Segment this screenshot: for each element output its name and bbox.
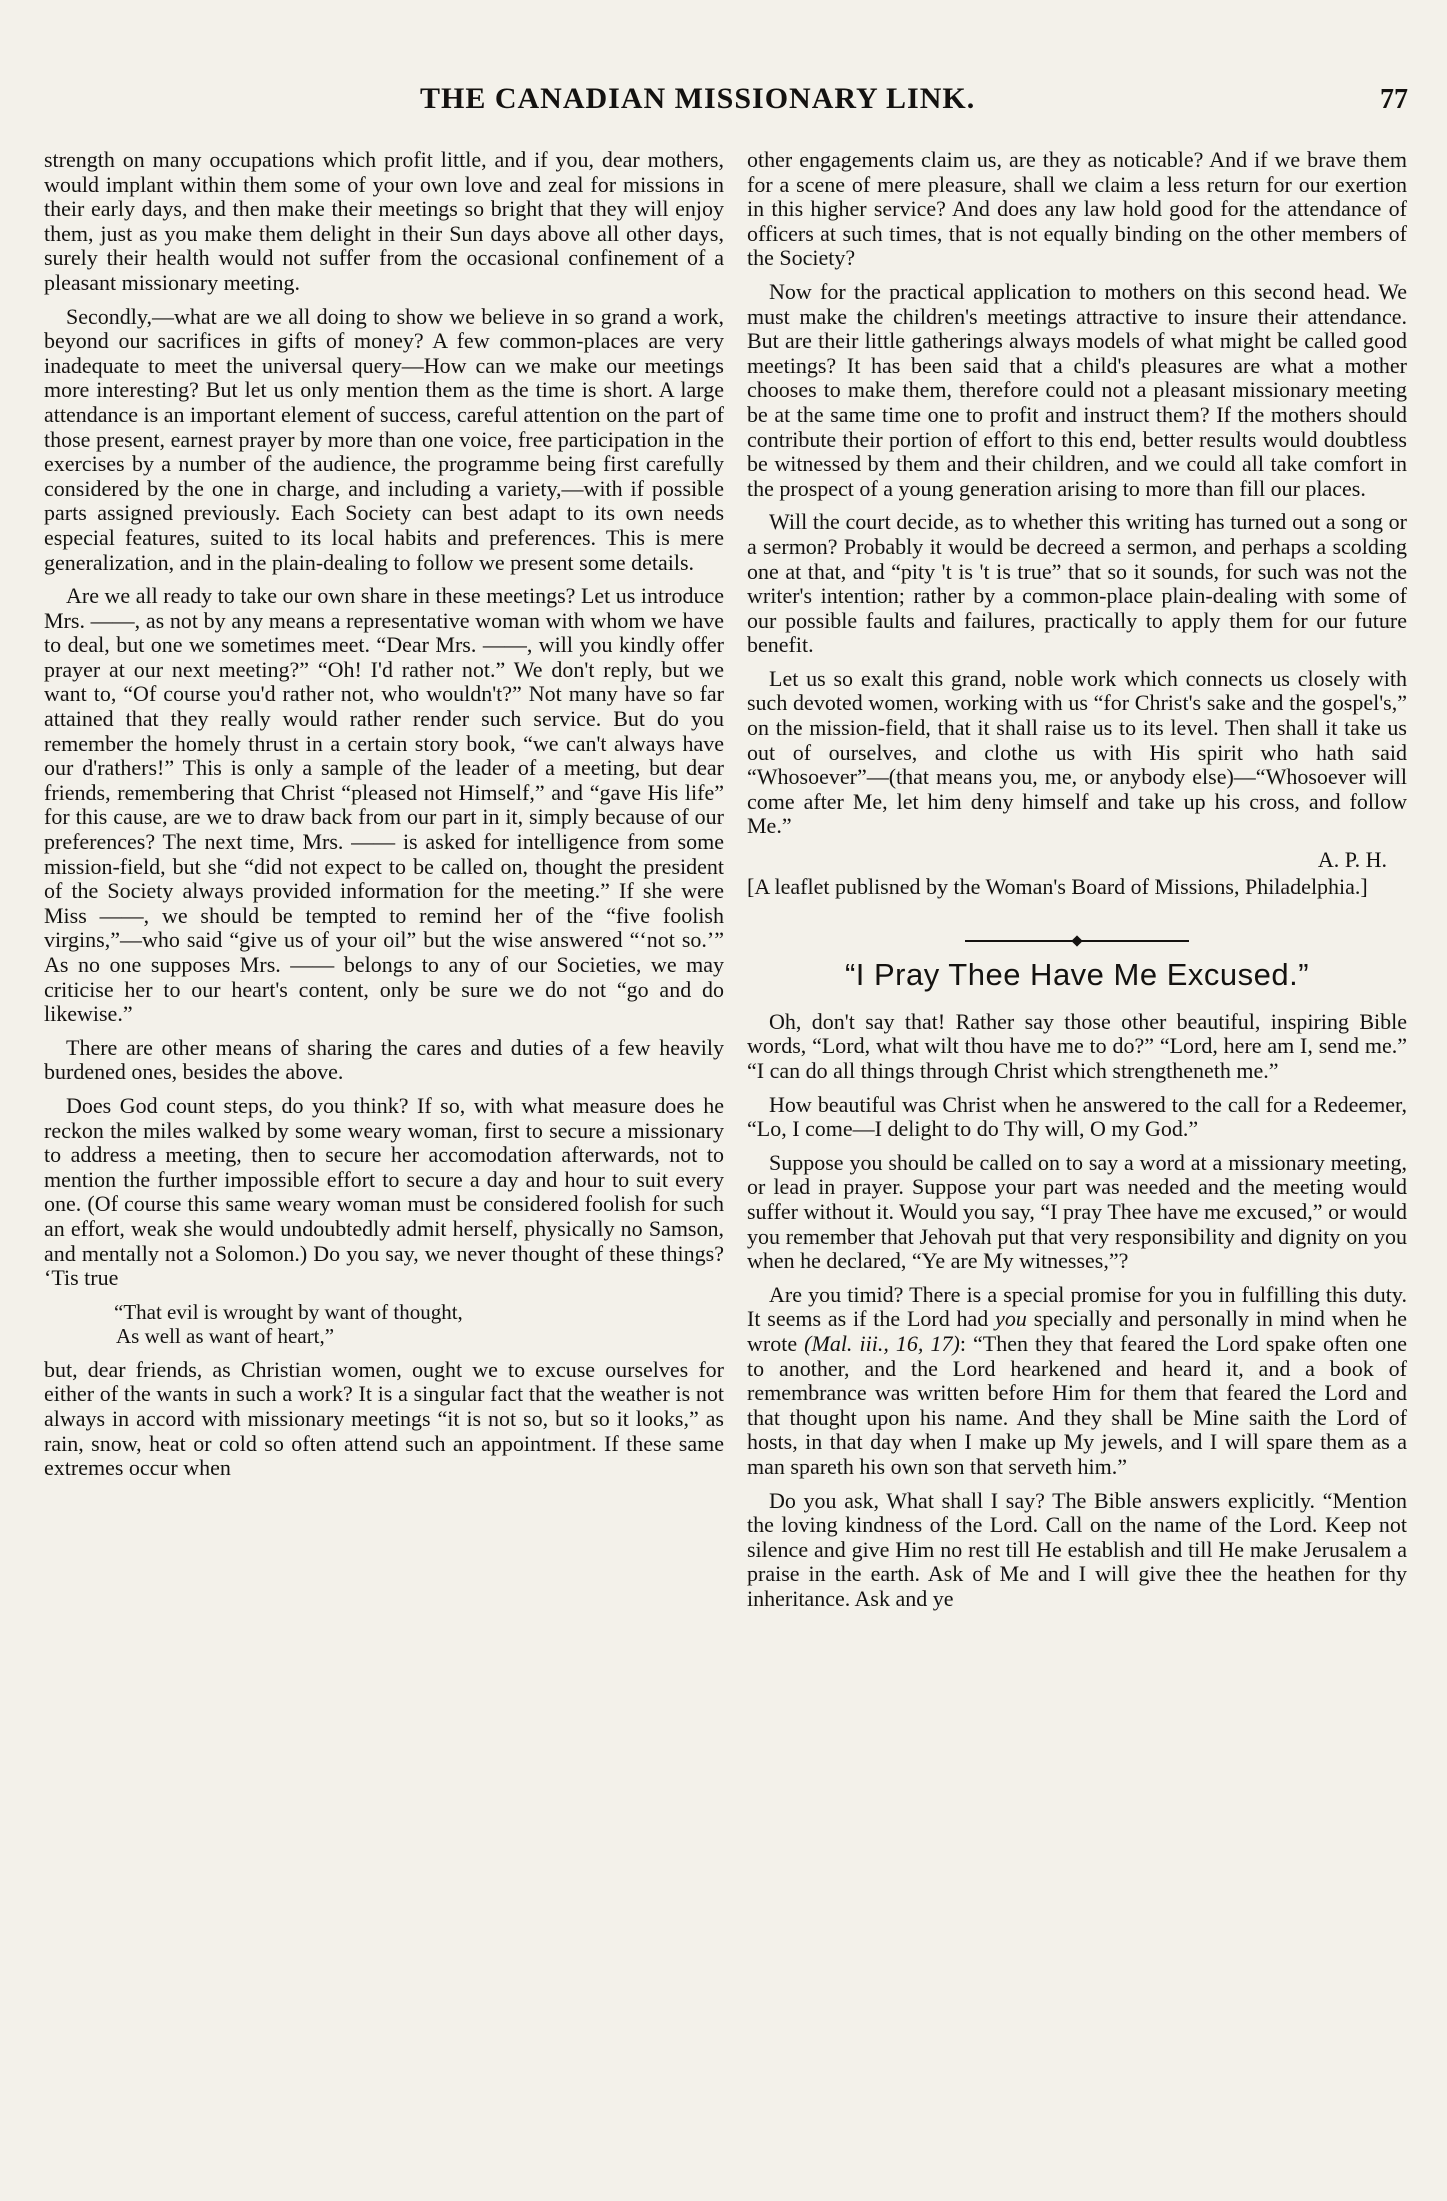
paragraph: Are we all ready to take our own share in these meetings? Let us introduce Mrs. ——, as not by any means a representative woman with whom we have to deal, but one we sometimes meet. “Dear Mrs. ——, will you kindly offer prayer at our next meeting?” “Oh! I'd rather not.” We don't reply, but we want to, “Of course you'd rather not, who wouldn't?” Not many have so far attained that they really would rather render such service. But do you remember the homely thrust in a certain story book, “we can't always have our d'rathers!” This is only a sample of the leader of a meeting, but dear friends, remembering that Christ “pleased not Himself,” and “gave His life” for this cause, are we to draw back from our part in it, simply because of our preferences? The next time, Mrs. —— is asked for intelligence from some mission-field, but she “did not expect to be called on, thought the president of the Society always provided information for the meeting.” If she were Miss ——, we should be tempted to remind her of the “five foolish virgins,”—who said “give us of your oil” but the wise answered “‘not so.’” As no one supposes Mrs. —— belongs to any of our Societies, we may criticise her to our heart's content, only be sure we do not “go and do likewise.” (44, 583, 724, 1027)
divider-ornament-icon (1071, 936, 1082, 947)
source-note: [A leaflet publisned by the Woman's Board of Missions, Philadelphia.] (747, 873, 1368, 899)
section-title: “I Pray Thee Have Me Excused.” (844, 957, 1310, 993)
section-divider (747, 927, 1407, 947)
scripture-reference: (Mal. iii., 16, 17) (804, 1330, 960, 1356)
divider-line (965, 940, 1075, 942)
text-run: : “Then they that feared the Lord spake often one to another, and the Lord hearkened and heard it, and a book of remembrance was written before Him for them that feared the Lord and that thought upon his name. And they shall be Mine saith the Lord of hosts, in that day when I make up My jewels, and I will spare them as a man spareth his own son that serveth him.” (747, 1330, 1407, 1479)
quoted-verse (114, 1300, 724, 1348)
paragraph: Now for the practical application to mothers on this second head. We must make the children's meetings attractive to insure their attendance. But are their little gatherings always models of what might be called good meetings? It has been said that a child's pleasures are what a mother chooses to make them, therefore could not a pleasant missionary meeting be at the same time one to profit and instruct them? If the mothers should contribute their portion of effort to this end, better results would doubtless be witnessed by them and their children, and we could all take comfort in the prospect of a young generation arising to more than fill our places. (747, 278, 1407, 501)
divider-line (1079, 940, 1189, 942)
emphasis: you (995, 1306, 1027, 1332)
verse-line: “That evil is wrought by want of thought, (114, 1299, 463, 1324)
paragraph: strength on many occupations which profit little, and if you, dear mothers, would implant within them some of your own love and zeal for missions in their early days, and then make their meetings so bright that they will enjoy them, just as you make them delight in their Sun days above all other days, surely their health would not suffer from the occasional confinement of a pleasant missionary meeting. (44, 148, 724, 295)
paragraph: other engagements claim us, are they as noticable? And if we brave them for a scene of mere pleasure, shall we claim a less return for our exertion in this higher service? And does any law hold good for the attendance of officers at such times, that is not equally binding on the other members of the Society? (747, 148, 1407, 271)
paragraph: Oh, don't say that! Rather say those other beautiful, inspiring Bible words, “Lord, what wilt thou have me to do?” “Lord, here am I, send me.” “I can do all things through Christ which strengtheneth me.” (747, 1008, 1407, 1083)
text-run: specially and personally in mind when he wrote (747, 1306, 1407, 1356)
paragraph: Let us so exalt this grand, noble work which connects us closely with such devoted women, working with us “for Christ's sake and the gospel's,” on the mission-field, that it shall raise us to its level. Then shall it take us out of ourselves, and clothe us with His spirit who hath said “Whosoever”—(that means you, me, or anybody else)—“Whosoever will come after Me, let him deny himself and take up his cross, and follow Me.” (747, 665, 1407, 839)
paragraph (747, 1283, 1407, 1480)
paragraph: There are other means of sharing the cares and duties of a few heavily burdened ones, besides the above. (44, 1034, 724, 1085)
running-title: THE CANADIAN MISSIONARY LINK. (420, 82, 976, 115)
page-number: 77 (1380, 84, 1408, 115)
paragraph: How beautiful was Christ when he answered to the call for a Redeemer, “Lo, I come—I delight to do Thy will, O my God.” (747, 1091, 1407, 1142)
paragraph: Will the court decide, as to whether this writing has turned out a song or a sermon? Probably it would be decreed a sermon, and perhaps a scolding one at that, and “pity 't is 't is true” that so it sounds, for such was not the writer's intention; rather by a common-place plain-dealing with some of our possible faults and failures, practically to apply them for our future benefit. (747, 509, 1407, 658)
verse-line: As well as want of heart,” (116, 1323, 335, 1348)
left-column (44, 148, 724, 2188)
text-run: Are you timid? There is a special promise for you in fulfilling this duty. It seems as if the Lord had (747, 1281, 1407, 1332)
paragraph: Does God count steps, do you think? If so, with what measure does he reckon the miles walked by some weary woman, first to secure a missionary to address a meeting, then to secure her accomodation afterwards, not to mention the further impossible effort to secure a day and hour to suit every one. (Of course this same weary woman must be considered foolish for such an effort, weak she would undoubtedly admit herself, physically no Samson, and mentally not a Solomon.) Do you say, we never thought of these things? ‘Tis true (44, 1092, 724, 1291)
paragraph: Secondly,—what are we all doing to show we believe in so grand a work, beyond our sacrifices in gifts of money? A few common-places are very inadequate to meet the universal query—How can we make our meetings more interesting? But let us only mention them as the time is short. A large attendance is an important element of success, careful attention on the part of those present, earnest prayer by more than one voice, free participation in the exercises by a number of the audience, the programme being first carefully considered by the one in charge, and including a variety,—with if possible parts assigned previously. Each Society can best adapt to its own needs especial features, suited to its local habits and preferences. This is mere generalization, and in the plain-dealing to follow we present some details. (44, 303, 724, 575)
running-head (0, 82, 1447, 122)
paragraph: Do you ask, What shall I say? The Bible answers explicitly. “Mention the loving kindness of the Lord. Call on the name of the Lord. Keep not silence and give Him no rest till He establish and till He make Jerusalem a praise in the earth. Ask of Me and I will give thee the heathen for thy inheritance. Ask and ye (747, 1487, 1407, 1611)
author-signature: A. P. H. (1317, 847, 1387, 873)
paragraph: Suppose you should be called on to say a word at a missionary meeting, or lead in prayer. Suppose your part was needed and the meeting would suffer without it. Would you say, “I pray Thee have me excused,” or would you remember that Jehovah put that very responsibility and dignity on you when he declared, “Ye are My witnesses,”? (747, 1149, 1407, 1274)
paragraph: but, dear friends, as Christian women, ought we to excuse ourselves for either of the wants in such a work? It is a singular fact that the weather is not always in accord with missionary meetings “it is not so, but so it looks,” as rain, snow, heat or cold so often attend such an appointment. If these same extremes occur when (44, 1356, 724, 1481)
right-column (747, 148, 1407, 2188)
